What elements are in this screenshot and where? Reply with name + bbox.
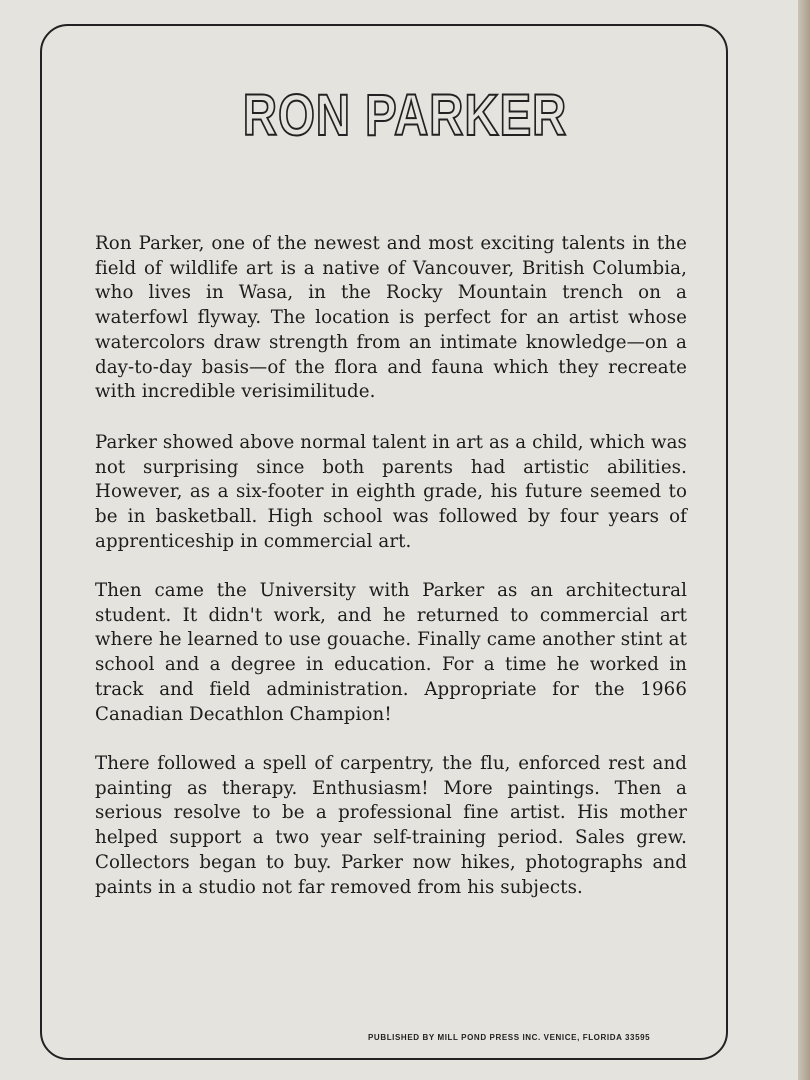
bio-paragraph-3: Then came the University with Parker as an architectural student. It didn't work, and he returned to commercial art where he learned to use gouache. Finally came another stint at school and a degree in education. For a time he worked in track and field administration. Appropriate for the 1966 Canadian Decathlon Champion!: [95, 580, 687, 725]
page-title: RON PARKER: [242, 83, 568, 148]
bio-paragraph-2: Parker showed above normal talent in art as a child, which was not surprising since both parents had artistic abilities. However, as a six-footer in eighth grade, his future seemed to be in basketball. High school was followed by four years of apprenticeship in commercial art.: [95, 432, 687, 552]
publisher-credit: PUBLISHED BY MILL POND PRESS INC. VENICE, FLORIDA 33595: [368, 1033, 651, 1042]
bio-paragraph-1: Ron Parker, one of the newest and most exciting talents in the field of wildlife art is a native of Vancouver, British Columbia, who lives in Wasa, in the Rocky Mountain trench on a waterfowl flyway. The location is perfect for an artist whose watercolors draw strength from an intimate knowledge—on a day-to-day basis—of the flora and fauna which they recreate with incredible verisimilitude.: [95, 233, 687, 403]
page-edge: [798, 0, 810, 1080]
bio-paragraph-4: There followed a spell of carpentry, the flu, enforced rest and painting as therapy. Enthusiasm! More paintings. Then a serious resolve to be a professional fine artist. His mother helped support a two year self-training period. Sales grew. Collectors began to buy. Parker now hikes, photographs and paints in a studio not far removed from his subjects.: [95, 753, 687, 898]
